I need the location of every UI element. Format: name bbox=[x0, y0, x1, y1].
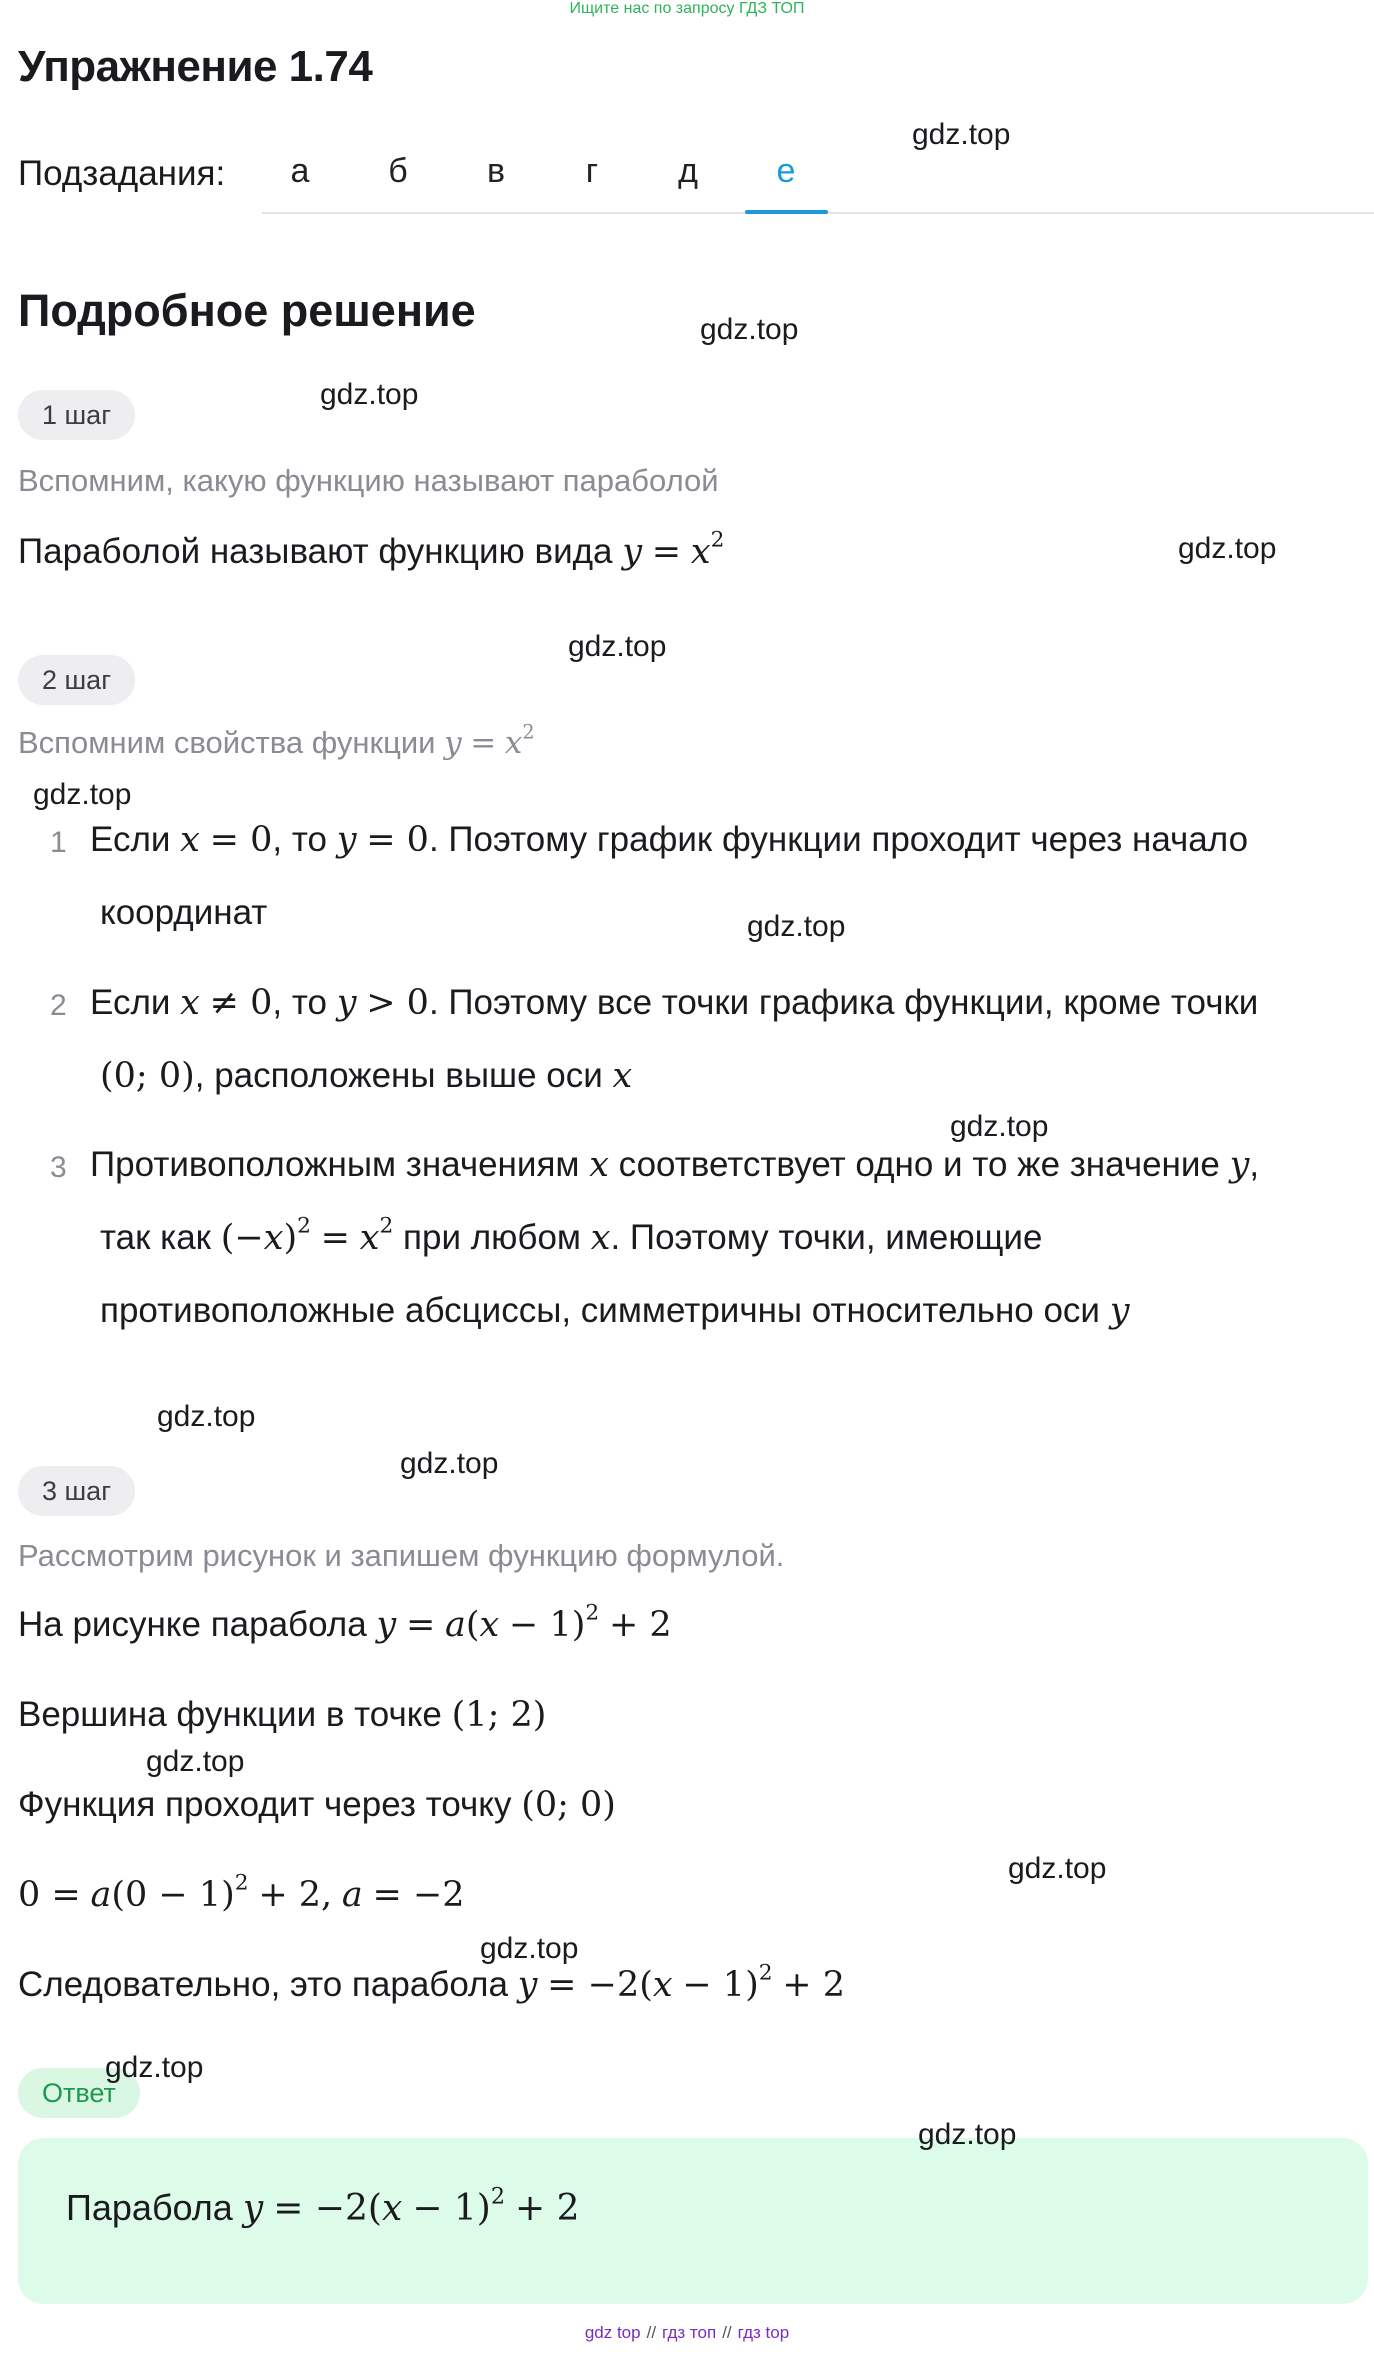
watermark: gdz.top bbox=[1008, 1852, 1107, 1885]
property-2-cont: (0; 0), расположены выше оси x bbox=[100, 1056, 633, 1096]
list-number-1: 1 bbox=[50, 826, 67, 859]
watermark: gdz.top bbox=[1178, 532, 1277, 565]
watermark: gdz.top bbox=[146, 1745, 245, 1778]
watermark: gdz.top bbox=[912, 118, 1011, 151]
tab-b[interactable]: б bbox=[388, 152, 408, 190]
watermark: gdz.top bbox=[568, 630, 667, 663]
watermark: gdz.top bbox=[950, 1110, 1049, 1143]
tab-d[interactable]: д bbox=[678, 152, 698, 190]
property-1: Если x = 0, то y = 0. Поэтому график функции проходит через начало bbox=[90, 820, 1249, 860]
step-3-line-2: Вершина функции в точке (1; 2) bbox=[18, 1695, 547, 1735]
property-3: Противоположным значениям x соответствует одно и то же значение y, bbox=[90, 1145, 1260, 1185]
watermark: gdz.top bbox=[480, 1932, 579, 1965]
property-3-cont-1: так как $(-x)^2 = x^2$ при любом x. Поэтому точки, имеющие bbox=[100, 1213, 1043, 1258]
property-2: Если x ≠ 0, то y > 0. Поэтому все точки графика функции, кроме точки bbox=[90, 983, 1259, 1023]
subtasks-label: Подзадания: bbox=[18, 154, 226, 193]
step-1-text: Параболой называют функцию вида $y = x^2$ bbox=[18, 527, 725, 572]
step-3-line-5: Следовательно, это парабола $y = -2(x - 1)^2 + 2$ bbox=[18, 1960, 846, 2005]
footer-separator: // bbox=[646, 2323, 657, 2342]
step-1-pill: 1 шаг bbox=[18, 390, 135, 440]
top-note: Ищите нас по запросу ГДЗ ТОП bbox=[569, 0, 805, 17]
watermark: gdz.top bbox=[105, 2051, 204, 2084]
list-number-2: 2 bbox=[50, 989, 67, 1022]
step-3-pill: 3 шаг bbox=[18, 1466, 135, 1516]
step-3-line-3: Функция проходит через точку (0; 0) bbox=[18, 1785, 616, 1825]
watermark: gdz.top bbox=[747, 910, 846, 943]
watermark: gdz.top bbox=[157, 1400, 256, 1433]
answer-pill: Ответ bbox=[18, 2068, 140, 2118]
watermark: gdz.top bbox=[700, 313, 799, 346]
property-3-cont-2: противоположные абсциссы, симметричны относительно оси y bbox=[100, 1291, 1130, 1331]
step-2-pill: 2 шаг bbox=[18, 655, 135, 705]
watermark: gdz.top bbox=[33, 778, 132, 811]
step-3-line-4: $0 = a(0 - 1)^2 + 2$, a = −2 bbox=[18, 1870, 465, 1915]
list-number-3: 3 bbox=[50, 1151, 67, 1184]
tab-v[interactable]: в bbox=[486, 152, 506, 190]
step-3-hint: Рассмотрим рисунок и запишем функцию формулой. bbox=[18, 1538, 785, 1573]
footer-separator: // bbox=[722, 2323, 732, 2342]
watermark: gdz.top bbox=[400, 1447, 499, 1480]
section-title: Подробное решение bbox=[18, 285, 476, 336]
footer-link[interactable]: гдз топ bbox=[662, 2323, 717, 2342]
page-title: Упражнение 1.74 bbox=[18, 42, 373, 91]
tab-e-active[interactable]: е bbox=[776, 152, 796, 190]
footer-link[interactable]: гдз top bbox=[737, 2323, 790, 2342]
property-1-cont: координат bbox=[100, 893, 268, 932]
step-2-hint: Вспомним свойства функции $y = x^2$ bbox=[18, 720, 535, 761]
tab-a[interactable]: а bbox=[290, 152, 310, 190]
watermark: gdz.top bbox=[320, 378, 419, 411]
answer-text: Парабола $y = -2(x - 1)^2 + 2$ bbox=[66, 2183, 580, 2229]
footer-links bbox=[0, 2323, 1374, 2343]
step-3-line-1: На рисунке парабола $y = a(x - 1)^2 + 2$ bbox=[18, 1600, 672, 1645]
step-1-hint: Вспомним, какую функцию называют параболой bbox=[18, 463, 719, 498]
footer-link[interactable]: gdz top bbox=[584, 2323, 641, 2342]
watermark: gdz.top bbox=[918, 2118, 1017, 2151]
tab-g[interactable]: г bbox=[585, 152, 599, 190]
active-tab-indicator bbox=[745, 210, 828, 214]
